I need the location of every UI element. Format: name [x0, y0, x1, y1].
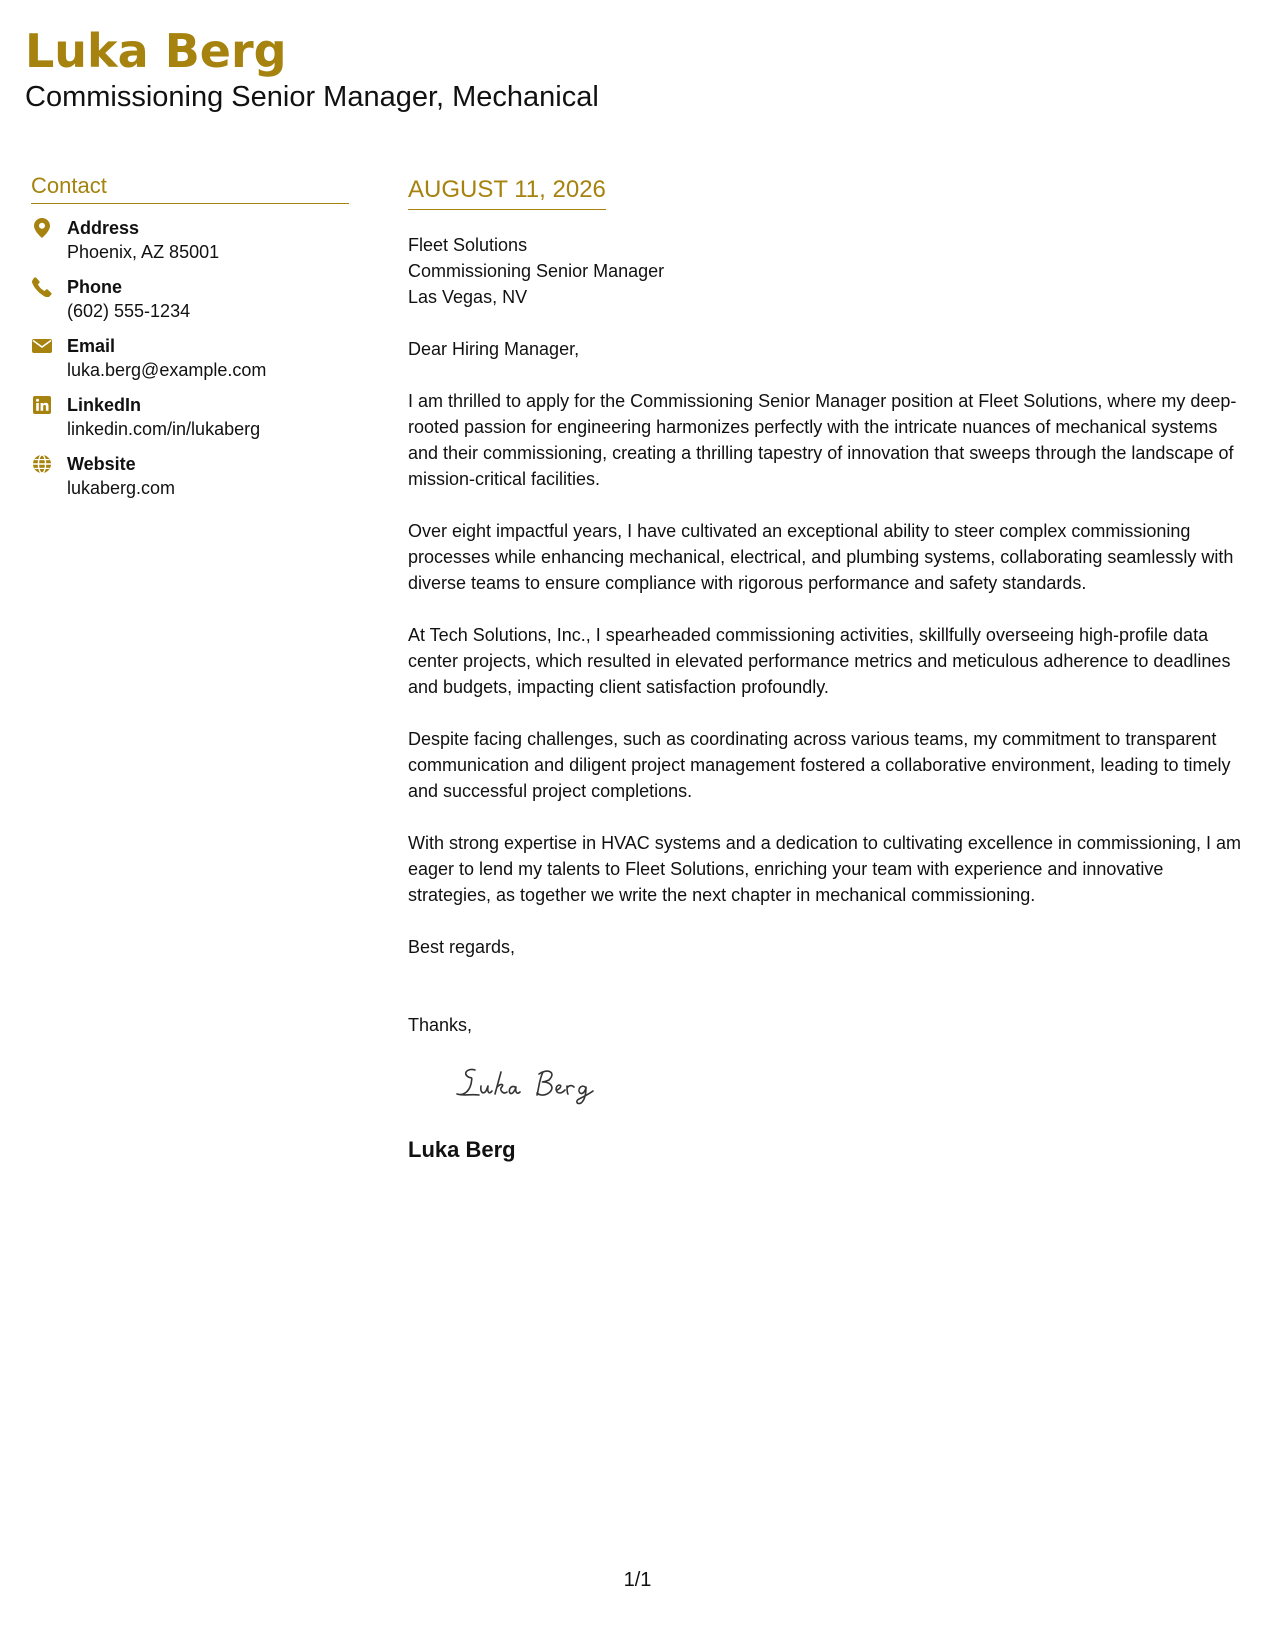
globe-icon [31, 453, 53, 475]
contact-item-website [31, 452, 349, 500]
contact-label: Phone [67, 277, 123, 297]
recipient-company: Fleet Solutions [408, 235, 528, 255]
handwritten-signature [453, 1060, 1248, 1110]
contact-label: Address [67, 218, 140, 238]
page-number: 1/1 [623, 1569, 652, 1591]
phone-icon [31, 276, 53, 298]
contact-item-linkedin [31, 393, 349, 441]
recipient-location: Las Vegas, NV [408, 287, 528, 307]
linkedin-value: linkedin.com/in/lukaberg [67, 419, 261, 439]
email-value: luka.berg@example.com [67, 360, 267, 380]
address-value: Phoenix, AZ 85001 [67, 242, 220, 262]
letter-header [25, 22, 599, 114]
body-paragraph: Over eight impactful years, I have cultivated an exceptional ability to steer complex commissioning processes while enhancing mechanical, electrical, and plumbing systems, collaborating seamlessly with diverse teams to ensure compliance with rigorous performance and safety standards. [408, 521, 1234, 593]
applicant-name: Luka Berg [25, 24, 287, 78]
body-paragraph: With strong expertise in HVAC systems and a dedication to cultivating excellence in commissioning, I am eager to lend my talents to Fleet Solutions, enriching your team with experience and innovative strategies, as together we write the next chapter in mechanical commissioning. [408, 833, 1242, 905]
body-paragraph: At Tech Solutions, Inc., I spearheaded commissioning activities, skillfully overseeing high-profile data center projects, which resulted in elevated performance metrics and meticulous adherence to deadlines and budgets, impacting client satisfaction profoundly. [408, 625, 1231, 697]
linkedin-icon [31, 394, 53, 416]
body-paragraph: I am thrilled to apply for the Commissioning Senior Manager position at Fleet Solutions, where my deep-rooted passion for engineering harmonizes perfectly with the intricate nuances of mechanical systems and their commissioning, creating a thrilling tapestry of innovation that sweeps through the landscape of mission-critical facilities. [408, 391, 1237, 489]
contact-sidebar [31, 173, 349, 511]
thanks-line: Thanks, [408, 1015, 473, 1035]
contact-label: Website [67, 454, 136, 474]
closing: Best regards, [408, 937, 516, 957]
recipient-block [408, 232, 1248, 310]
letter-date: AUGUST 11, 2026 [408, 176, 606, 210]
contact-item-phone [31, 275, 349, 323]
recipient-role: Commissioning Senior Manager [408, 261, 665, 281]
body-paragraph: Despite facing challenges, such as coordinating across various teams, my commitment to transparent communication and diligent project management fostered a collaborative environment, leading to timely and successful project completions. [408, 729, 1231, 801]
signer-name: Luka Berg [408, 1137, 516, 1162]
map-marker-icon [31, 217, 53, 239]
letter-body [408, 176, 1248, 1164]
contact-item-email [31, 334, 349, 382]
contact-label: LinkedIn [67, 395, 142, 415]
envelope-icon [31, 335, 53, 357]
contact-heading: Contact [31, 173, 349, 204]
applicant-title: Commissioning Senior Manager, Mechanical [25, 81, 599, 113]
contact-item-address [31, 216, 349, 264]
phone-value: (602) 555-1234 [67, 301, 191, 321]
contact-label: Email [67, 336, 116, 356]
website-value: lukaberg.com [67, 478, 176, 498]
salutation: Dear Hiring Manager, [408, 339, 580, 359]
